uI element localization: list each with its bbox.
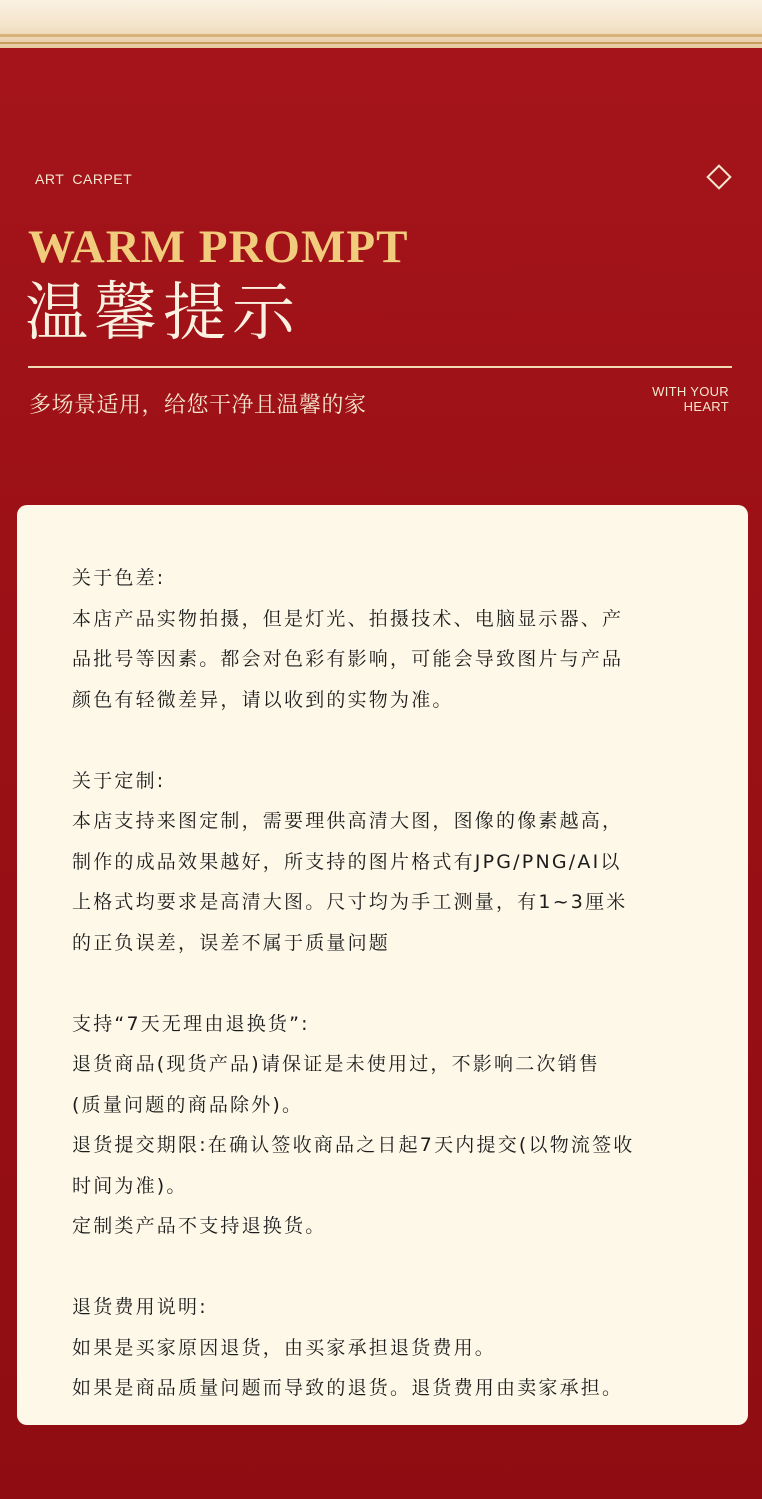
section-line: 制作的成品效果越好，所支持的图片格式有JPG/PNG/AI以 bbox=[72, 850, 622, 873]
with-heart-line-2: HEART bbox=[683, 399, 729, 414]
section-heading: 关于色差: bbox=[72, 567, 166, 589]
section-line: 上格式均要求是高清大图。尺寸均为手工测量，有1~3厘米 bbox=[72, 891, 628, 913]
section-heading: 退货费用说明: bbox=[72, 1296, 208, 1318]
section-line: 品批号等因素。都会对色彩有影响，可能会导致图片与产品 bbox=[72, 648, 624, 670]
diamond-icon bbox=[706, 164, 731, 189]
section-line: 本店产品实物拍摄，但是灯光、拍摄技术、电脑显示器、产 bbox=[72, 607, 624, 630]
title-english: WARM PROMPT bbox=[28, 221, 409, 273]
section-gap bbox=[72, 1247, 712, 1288]
section-seven-day-return bbox=[72, 1004, 712, 1247]
section-gap bbox=[72, 963, 712, 1004]
brand-label: ART CARPET bbox=[35, 171, 133, 187]
with-your-heart-label bbox=[652, 384, 729, 414]
top-decorative-band bbox=[0, 0, 762, 48]
notice-content bbox=[72, 558, 712, 1409]
section-line: 的正负误差，误差不属于质量问题 bbox=[72, 931, 391, 954]
section-return-fees bbox=[72, 1287, 712, 1409]
header-divider bbox=[28, 366, 732, 368]
section-line: 退货提交期限:在确认签收商品之日起7天内提交(以物流签收 bbox=[72, 1134, 635, 1156]
subtitle: 多场景适用，给您干净且温馨的家 bbox=[29, 393, 367, 418]
section-heading: 支持“7天无理由退换货”: bbox=[72, 1012, 310, 1035]
section-line: 本店支持来图定制，需要理供高清大图，图像的像素越高， bbox=[72, 810, 624, 832]
section-gap bbox=[72, 720, 712, 761]
section-line: 时间为准)。 bbox=[72, 1174, 188, 1197]
section-line: 如果是买家原因退货，由买家承担退货费用。 bbox=[72, 1336, 497, 1359]
with-heart-line-1: WITH YOUR bbox=[652, 384, 729, 399]
section-line: (质量问题的商品除外)。 bbox=[72, 1093, 304, 1116]
section-line: 颜色有轻微差异，请以收到的实物为准。 bbox=[72, 688, 454, 711]
section-line: 如果是商品质量问题而导致的退货。退货费用由卖家承担。 bbox=[72, 1377, 624, 1399]
section-line: 定制类产品不支持退换货。 bbox=[72, 1215, 327, 1237]
section-color-difference bbox=[72, 558, 712, 720]
title-chinese: 温馨提示 bbox=[25, 276, 301, 349]
section-customization bbox=[72, 761, 712, 964]
section-line: 退货商品(现货产品)请保证是未使用过，不影响二次销售 bbox=[72, 1053, 601, 1075]
section-heading: 关于定制: bbox=[72, 769, 166, 792]
